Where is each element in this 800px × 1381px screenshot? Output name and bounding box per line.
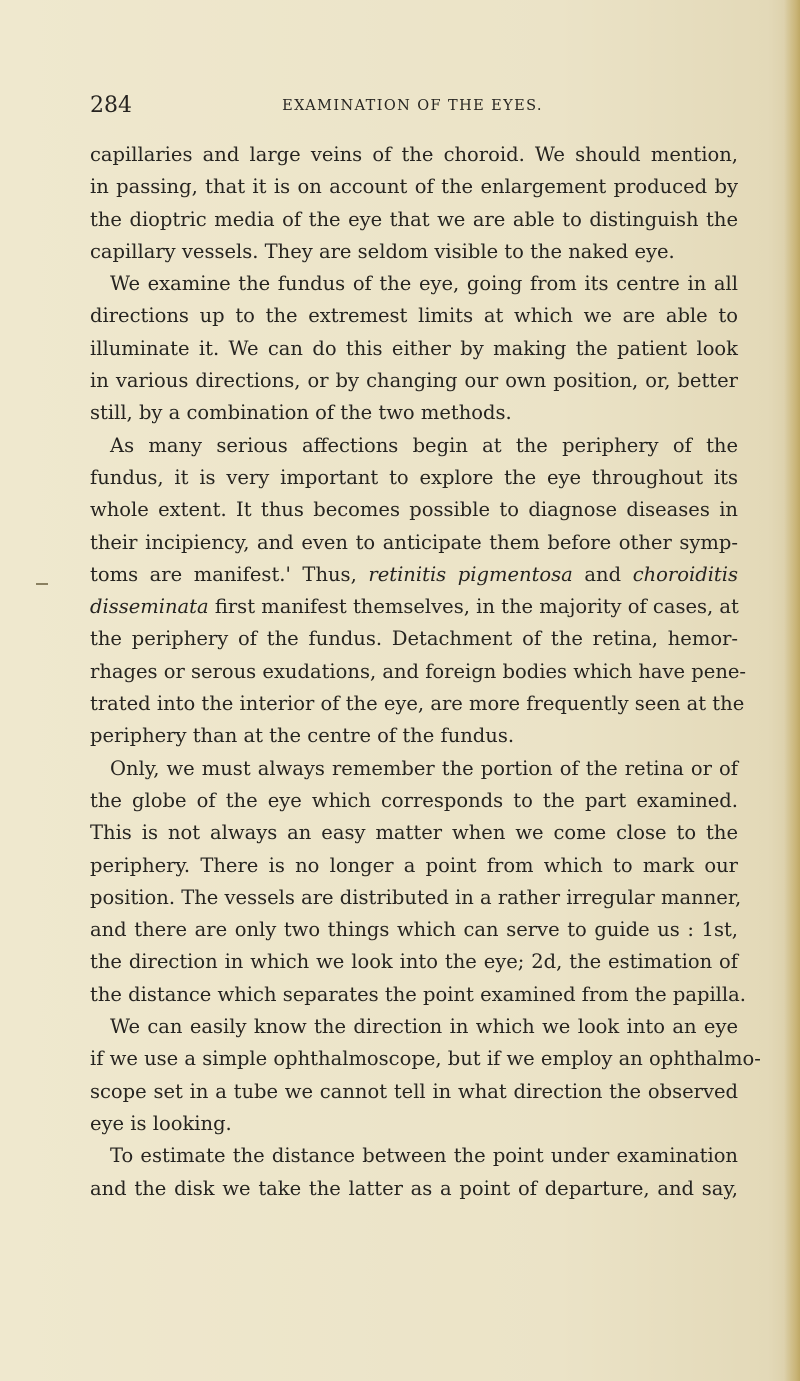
text-line: the periphery of the fundus. Detachment of the retina, hemor- bbox=[90, 627, 738, 651]
text-line: periphery. There is no longer a point from which to mark our bbox=[90, 853, 738, 877]
text-segment: first manifest themselves, in the majority of cases, at bbox=[214, 595, 739, 619]
page-header bbox=[90, 93, 735, 119]
text-line: rhages or serous exudations, and foreign bodies which have pene- bbox=[90, 659, 747, 683]
page-number: 284 bbox=[90, 93, 132, 118]
text-line: We can easily know the direction in which we look into an eye bbox=[110, 1015, 738, 1039]
text-line: position. The vessels are distributed in a rather irregular manner, bbox=[90, 885, 742, 909]
text-line: still, by a combination of the two methods. bbox=[90, 401, 512, 425]
text-line: We examine the fundus of the eye, going from its centre in all bbox=[110, 272, 738, 296]
text-line-mixed bbox=[90, 591, 738, 623]
margin-mark bbox=[36, 583, 48, 585]
page-edge bbox=[784, 0, 800, 1381]
text-line: periphery than at the centre of the fundus. bbox=[90, 724, 515, 748]
text-segment: and bbox=[584, 562, 622, 586]
text-line: whole extent. It thus becomes possible to diagnose diseases in bbox=[90, 498, 738, 522]
text-line: capillary vessels. They are seldom visible to the naked eye. bbox=[90, 239, 675, 263]
text-line: the direction in which we look into the eye; 2d, the estimation of bbox=[90, 950, 738, 974]
text-line: scope set in a tube we cannot tell in what direction the observed bbox=[90, 1079, 738, 1103]
text-line: in various directions, or by changing our own position, or, better bbox=[90, 369, 738, 393]
text-line: the globe of the eye which corresponds to the part examined. bbox=[90, 788, 738, 812]
text-line: directions up to the extremest limits at which we are able to bbox=[90, 304, 738, 328]
italic-term: retinitis pigmentosa bbox=[368, 562, 573, 586]
running-head: EXAMINATION OF THE EYES. bbox=[282, 98, 543, 114]
text-line-mixed bbox=[90, 559, 738, 591]
text-line: To estimate the distance between the point under examination bbox=[110, 1144, 738, 1168]
text-line: and the disk we take the latter as a point of departure, and say, bbox=[90, 1176, 738, 1200]
text-line: As many serious affections begin at the periphery of the bbox=[110, 433, 738, 457]
text-line: their incipiency, and even to anticipate them before other symp- bbox=[90, 530, 738, 554]
text-line: if we use a simple ophthalmoscope, but if we employ an ophthalmo- bbox=[90, 1047, 761, 1071]
text-line: Only, we must always remember the portion of the retina or of bbox=[110, 756, 738, 780]
text-line: the distance which separates the point examined from the papilla. bbox=[90, 982, 746, 1006]
text-segment: toms are manifest.' Thus, bbox=[90, 562, 357, 586]
italic-term: disseminata bbox=[90, 595, 209, 619]
text-line: trated into the interior of the eye, are more frequently seen at the bbox=[90, 692, 745, 716]
text-line: eye is looking. bbox=[90, 1111, 232, 1135]
text-line: This is not always an easy matter when we come close to the bbox=[90, 821, 738, 845]
body-text bbox=[90, 139, 761, 1205]
text-line: in passing, that it is on account of the enlargement produced by bbox=[90, 175, 738, 199]
text-line: illuminate it. We can do this either by making the patient look bbox=[90, 336, 738, 360]
text-line: the dioptric media of the eye that we are able to distinguish the bbox=[90, 207, 738, 231]
text-line: fundus, it is very important to explore the eye throughout its bbox=[90, 465, 738, 489]
text-line: and there are only two things which can serve to guide us : 1st, bbox=[90, 918, 738, 942]
text-line: capillaries and large veins of the choroid. We should mention, bbox=[90, 143, 738, 166]
italic-term: choroiditis bbox=[632, 562, 739, 586]
